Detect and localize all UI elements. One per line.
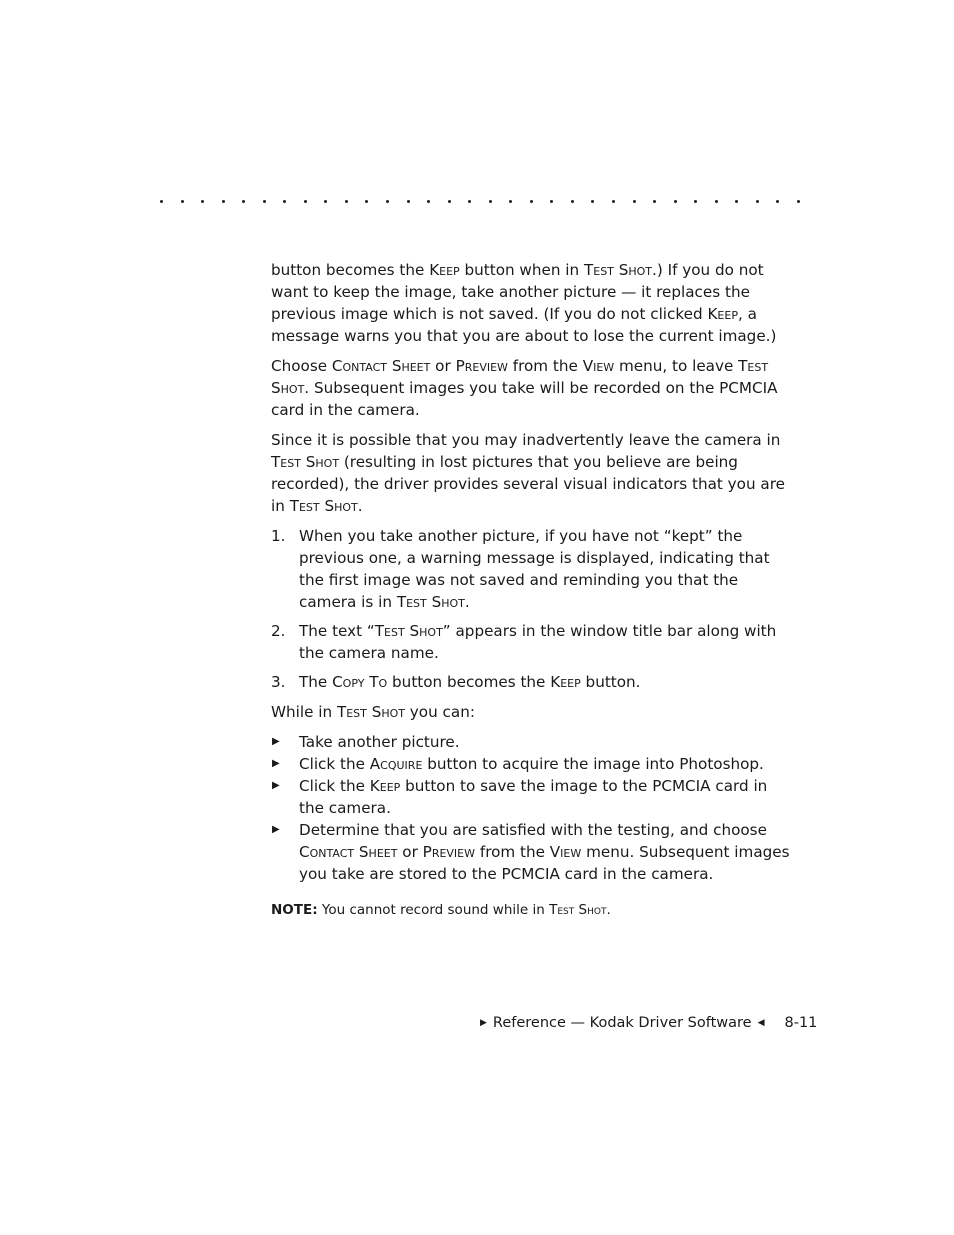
small-caps-term: Acquire	[369, 755, 423, 773]
list-item	[271, 819, 791, 885]
small-caps-term: Contact Sheet	[331, 357, 431, 375]
bullet-text: Click the Keep button to save the image to the PCMCIA card in the camera.	[299, 777, 768, 817]
left-triangle-icon: ◀	[757, 1018, 765, 1028]
rule-dot	[365, 200, 368, 203]
rule-dot	[201, 200, 204, 203]
footer-title: Reference — Kodak Driver Software	[492, 1015, 752, 1031]
right-triangle-icon: ▶	[272, 824, 280, 835]
rule-dot	[633, 200, 636, 203]
small-caps-term: Copy To	[332, 673, 388, 691]
small-caps-term: Test Shot	[336, 703, 405, 721]
paragraph: button becomes the Keep button when in Test Shot.) If you do not want to keep the image, take another picture — it replaces the previous image which is not saved. (If you do not clicked Keep, a message warns you that you are about to lose the current image.)	[271, 261, 777, 345]
rule-dot	[427, 200, 430, 203]
rule-dot	[509, 200, 512, 203]
small-caps-term: Keep	[429, 261, 460, 279]
rule-dot	[674, 200, 677, 203]
note-label: NOTE:	[271, 902, 318, 918]
rule-dot	[571, 200, 574, 203]
rule-dot	[160, 200, 163, 203]
rule-dot	[756, 200, 759, 203]
right-triangle-icon: ▶	[480, 1018, 487, 1028]
dotted-rule	[160, 200, 800, 203]
list-item	[271, 775, 791, 819]
rule-dot	[694, 200, 697, 203]
bullet-text: Determine that you are satisfied with the testing, and choose Contact Sheet or Preview from the View menu. Subsequent images you take are stored to the PCMCIA card in the camera.	[299, 821, 790, 883]
bullet-list	[271, 731, 791, 885]
bullet-text: Click the Acquire button to acquire the image into Photoshop.	[299, 755, 764, 773]
small-caps-term: Test Shot	[583, 261, 653, 279]
rule-dot	[304, 200, 307, 203]
rule-dot	[715, 200, 718, 203]
small-caps-term: Contact Sheet	[299, 843, 398, 861]
small-caps-term: Test Shot	[374, 622, 443, 640]
small-caps-term: Test Shot	[289, 497, 358, 515]
rule-dot	[242, 200, 245, 203]
small-caps-term: Test Shot	[271, 453, 340, 471]
rule-dot	[181, 200, 184, 203]
list-item	[271, 671, 791, 693]
rule-dot	[653, 200, 656, 203]
step-text: When you take another picture, if you have not “kept” the previous one, a warning message is displayed, indicating that the first image was not saved and reminding you that the camera is in Test Shot.	[299, 527, 770, 611]
rule-dot	[797, 200, 800, 203]
small-caps-term: Test Shot	[396, 593, 465, 611]
list-item	[271, 753, 791, 775]
right-triangle-icon: ▶	[272, 780, 280, 791]
paragraph: Since it is possible that you may inadvertently leave the camera in Test Shot (resulting in lost pictures that you believe are being recorded), the driver provides several visual indicators that you are in Test Shot.	[271, 431, 785, 515]
rule-dot	[263, 200, 266, 203]
small-caps-term: Test Shot	[271, 357, 769, 397]
page-body	[271, 259, 791, 929]
list-item	[271, 731, 791, 753]
note-text: You cannot record sound while in Test Shot.	[317, 902, 611, 918]
rule-dot	[612, 200, 615, 203]
rule-dot	[776, 200, 779, 203]
small-caps-term: Preview	[422, 843, 476, 861]
step-number: 1.	[271, 527, 286, 545]
rule-dot	[735, 200, 738, 203]
rule-dot	[448, 200, 451, 203]
paragraph: While in Test Shot you can:	[271, 703, 475, 721]
step-number: 3.	[271, 673, 286, 691]
step-number: 2.	[271, 622, 286, 640]
list-item	[271, 525, 791, 613]
small-caps-term: Keep	[550, 673, 581, 691]
rule-dot	[345, 200, 348, 203]
rule-dot	[324, 200, 327, 203]
small-caps-term: Preview	[455, 357, 508, 375]
small-caps-term: Test Shot	[549, 902, 607, 918]
rule-dot	[283, 200, 286, 203]
right-triangle-icon: ▶	[272, 736, 280, 747]
rule-dot	[407, 200, 410, 203]
small-caps-term: View	[582, 357, 615, 375]
rule-dot	[386, 200, 389, 203]
page-number: 8-11	[784, 1015, 818, 1031]
small-caps-term: Keep	[369, 777, 401, 795]
note	[271, 899, 791, 921]
rule-dot	[550, 200, 553, 203]
paragraph: Choose Contact Sheet or Preview from the View menu, to leave Test Shot. Subsequent images you take will be recorded on the PCMCIA card in the camera.	[271, 357, 778, 419]
page-footer	[474, 1015, 818, 1031]
rule-dot	[222, 200, 225, 203]
right-triangle-icon: ▶	[272, 758, 280, 769]
rule-dot	[468, 200, 471, 203]
numbered-list	[271, 525, 791, 693]
small-caps-term: Keep	[707, 305, 738, 323]
step-text: The Copy To button becomes the Keep button.	[299, 673, 641, 691]
small-caps-term: View	[549, 843, 582, 861]
rule-dot	[489, 200, 492, 203]
rule-dot	[591, 200, 594, 203]
list-item	[271, 620, 791, 664]
rule-dot	[530, 200, 533, 203]
step-text: The text “Test Shot” appears in the window title bar along with the camera name.	[299, 622, 777, 662]
bullet-text: Take another picture.	[299, 733, 460, 751]
